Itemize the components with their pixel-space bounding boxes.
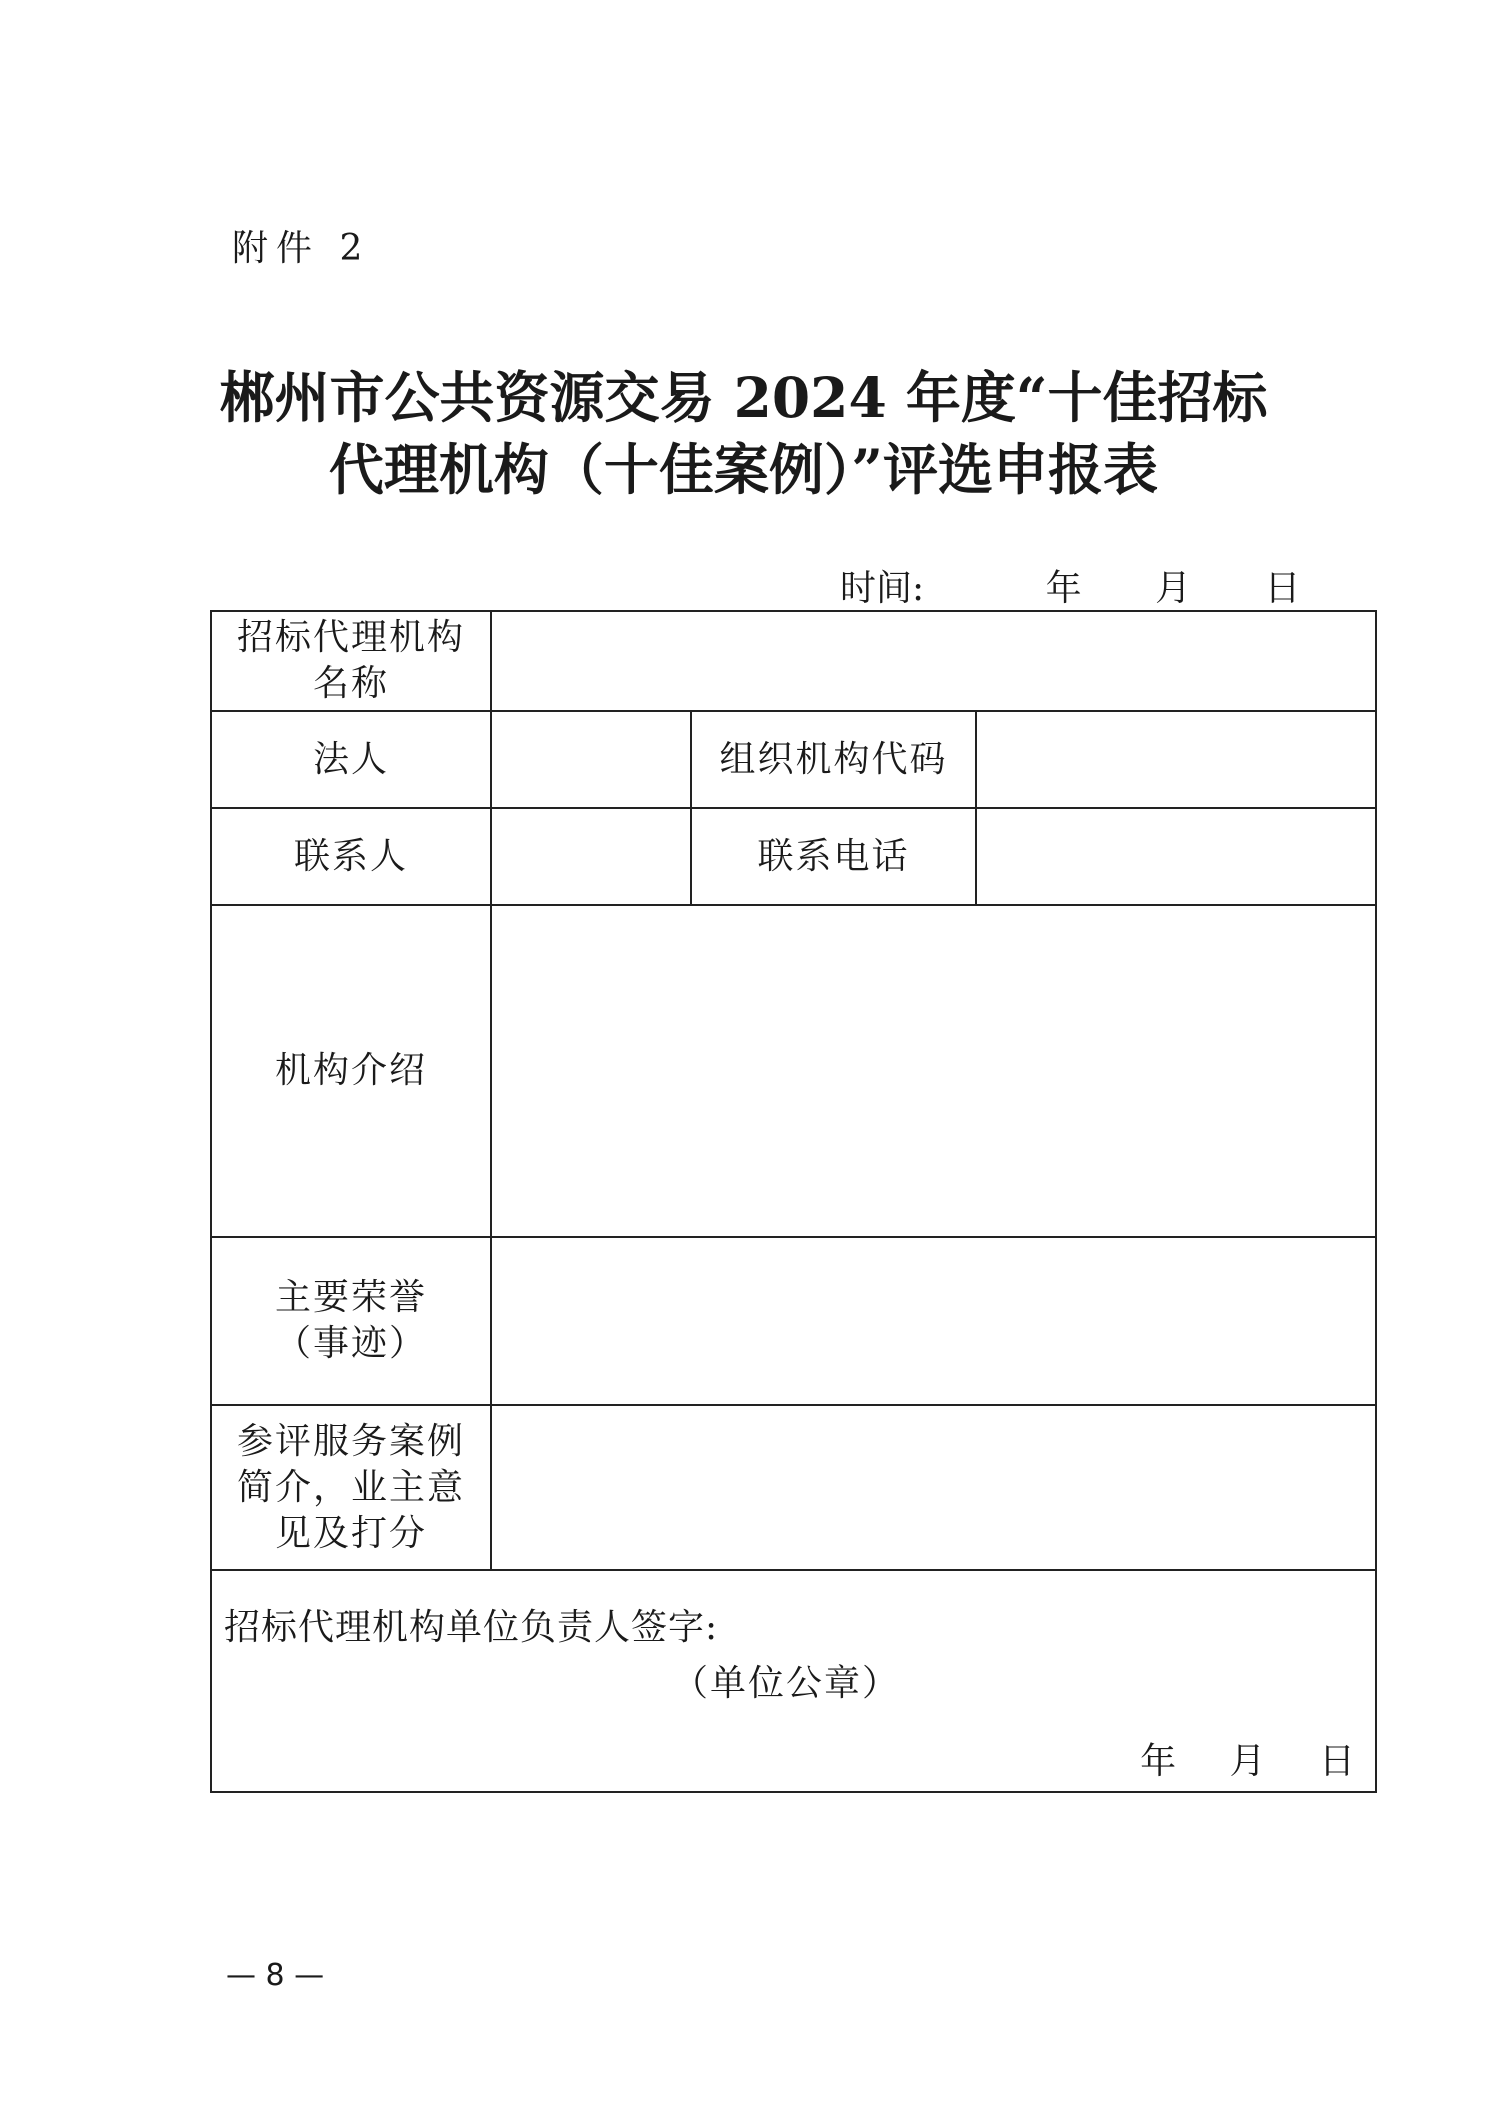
row-case [211,1405,1376,1570]
row-contact [211,808,1376,905]
date-label: 时间: [840,568,925,609]
case-label-line2: 简介，业主意 [236,1466,465,1508]
sign-year: 年 [1140,1741,1177,1782]
row-agency-name [211,611,1376,711]
row-honor [211,1237,1376,1405]
agency-name-field[interactable] [491,611,1376,711]
case-label-line3: 见及打分 [274,1512,427,1554]
date-header [840,560,1301,611]
contact-field[interactable] [491,808,691,905]
seal-label: （单位公章） [672,1663,901,1704]
contact-label: 联系人 [211,808,491,905]
document-title [0,362,1487,506]
case-field[interactable] [491,1405,1376,1570]
signature-cell[interactable] [211,1570,1376,1792]
page-number: — 8 — [226,1958,325,1993]
honor-field[interactable] [491,1237,1376,1405]
legal-person-label: 法人 [211,711,491,808]
row-signature [211,1570,1376,1792]
row-intro [211,905,1376,1237]
legal-person-field[interactable] [491,711,691,808]
agency-name-label-line1: 招标代理机构 [236,617,465,658]
honor-label-cell [211,1237,491,1405]
attachment-label: 附件 2 [232,228,371,269]
application-form [210,610,1377,1793]
title-line-2: 代理机构（十佳案例）”评选申报表 [328,437,1159,502]
intro-field[interactable] [491,905,1376,1237]
intro-label: 机构介绍 [211,905,491,1237]
sign-day: 日 [1319,1741,1356,1782]
case-label-line1: 参评服务案例 [236,1420,465,1462]
date-year: 年 [1045,568,1082,609]
date-day: 日 [1264,568,1301,609]
honor-label-line2: （事迹） [274,1323,427,1364]
org-code-field[interactable] [976,711,1376,808]
agency-name-label-line2: 名称 [312,663,389,704]
date-month: 月 [1155,568,1192,609]
sign-month: 月 [1229,1741,1266,1782]
agency-name-label-cell [211,611,491,711]
honor-label-line1: 主要荣誉 [274,1277,427,1318]
signature-label: 招标代理机构单位负责人签字: [224,1607,719,1648]
title-line-1: 郴州市公共资源交易 2024 年度“十佳招标 [219,365,1268,430]
row-legal-person [211,711,1376,808]
phone-label: 联系电话 [691,808,976,905]
phone-field[interactable] [976,808,1376,905]
signature-date [1140,1739,1355,1785]
case-label-cell [211,1405,491,1570]
org-code-label: 组织机构代码 [691,711,976,808]
